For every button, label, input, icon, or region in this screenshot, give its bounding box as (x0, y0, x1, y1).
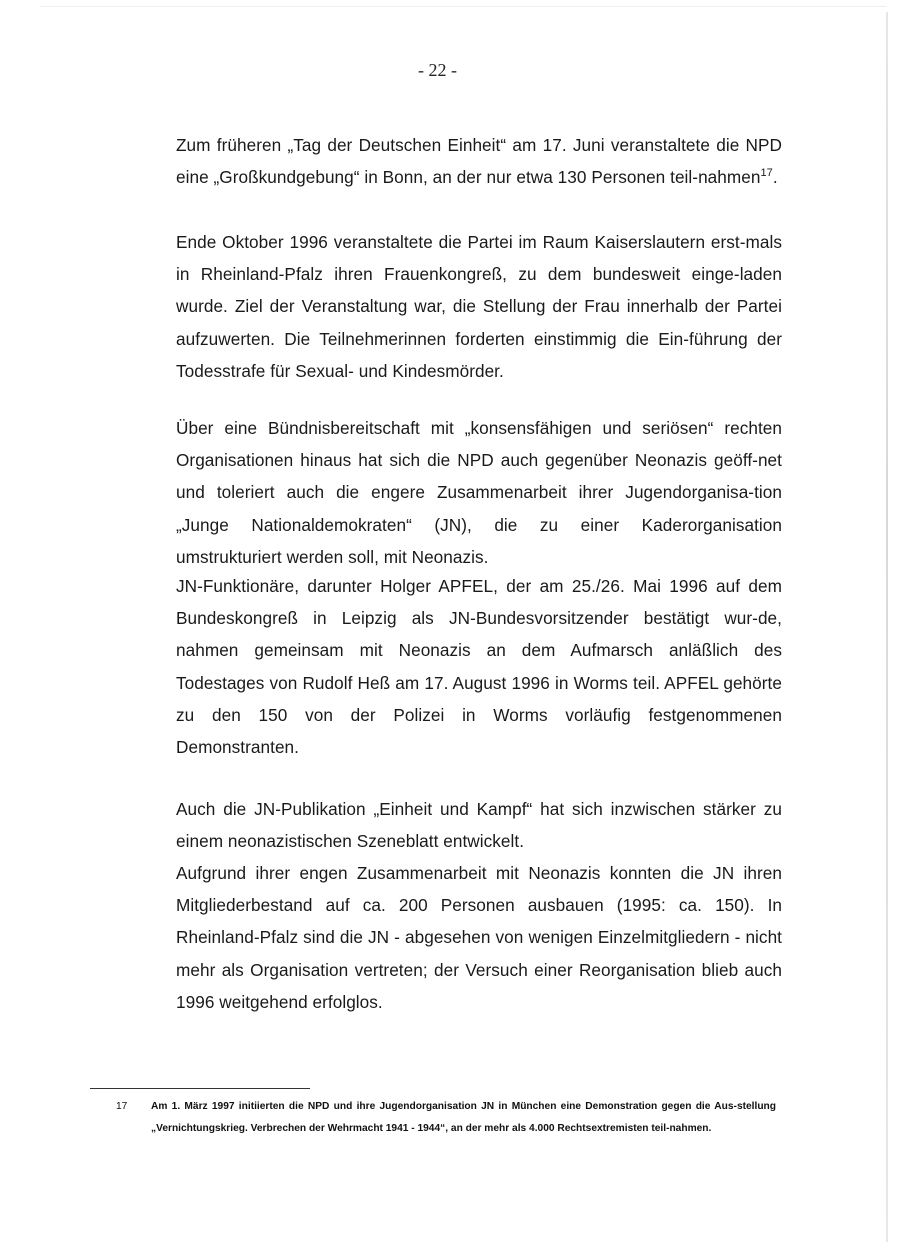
footnote-divider (90, 1088, 310, 1089)
paragraph-jn-funktionaere (176, 570, 782, 763)
paragraph-frauenkongress (176, 226, 782, 387)
footnote-reference: 17 (760, 167, 773, 180)
paragraph-text: Ende Oktober 1996 veranstaltete die Partei im Raum Kaiserslautern erst-mals in Rheinland-Pfalz ihren Frauenkongreß, zu dem bundesweit einge-laden wurde. Ziel der Veranstaltung war, die Stellung der Frau innerhalb der Partei aufzuwerten. Die Teilnehmerinnen forderten einstimmig die Ein-führung der Todesstrafe für Sexual- und Kindesmörder. (176, 232, 782, 381)
paragraph-mitgliederbestand (176, 857, 782, 1018)
paragraph-text: JN-Funktionäre, darunter Holger APFEL, der am 25./26. Mai 1996 auf dem Bundeskongreß in Leipzig als JN-Bundesvorsitzender bestätigt wur-de, nahmen gemeinsam mit Neonazis an dem Aufmarsch anläßlich des Todestages von Rudolf Heß am 17. August 1996 in Worms teil. APFEL gehörte zu den 150 von der Polizei in Worms vorläufig festgenommenen Demonstranten. (176, 576, 782, 758)
footnote-number: 17 (116, 1101, 128, 1112)
scan-edge-top (40, 6, 886, 7)
scan-edge-right (886, 12, 888, 1242)
page-number: - 22 - (418, 60, 457, 80)
paragraph-jn-publikation (176, 793, 782, 857)
paragraph-buendnisbereitschaft (176, 412, 782, 573)
paragraph-tag-der-einheit (176, 129, 782, 193)
footnote-text: Am 1. März 1997 initiierten die NPD und ihre Jugendorganisation JN in München eine Demonstration gegen die Aus-stellung „Vernichtungskrieg. Verbrechen der Wehrmacht 1941 - 1944“, an der mehr als 4.000 Rechtsextremisten teil-nahmen. (151, 1101, 776, 1134)
paragraph-text-end: . (772, 167, 778, 188)
paragraph-text: Aufgrund ihrer engen Zusammenarbeit mit Neonazis konnten die JN ihren Mitgliederbestand auf ca. 200 Personen ausbauen (1995: ca. 150). In Rheinland-Pfalz sind die JN - abgesehen von wenigen Einzelmitgliedern - nicht mehr als Organisation vertreten; der Versuch einer Reorganisation blieb auch 1996 weitgehend erfolglos. (176, 863, 782, 1012)
paragraph-text: Zum früheren „Tag der Deutschen Einheit“ am 17. Juni veranstaltete die NPD eine „Großkundgebung“ in Bonn, an der nur etwa 130 Personen teil-nahmen (176, 135, 782, 188)
footnote (96, 1096, 776, 1140)
paragraph-text: Über eine Bündnisbereitschaft mit „konsensfähigen und seriösen“ rechten Organisationen hinaus hat sich die NPD auch gegenüber Neonazis geöff-net und toleriert auch die engere Zusammenarbeit ihrer Jugendorganisa-tion „Junge Nationaldemokraten“ (JN), die zu einer Kaderorganisation umstrukturiert werden soll, mit Neonazis. (176, 418, 782, 567)
paragraph-text: Auch die JN-Publikation „Einheit und Kampf“ hat sich inzwischen stärker zu einem neonazistischen Szeneblatt entwickelt. (176, 799, 782, 852)
